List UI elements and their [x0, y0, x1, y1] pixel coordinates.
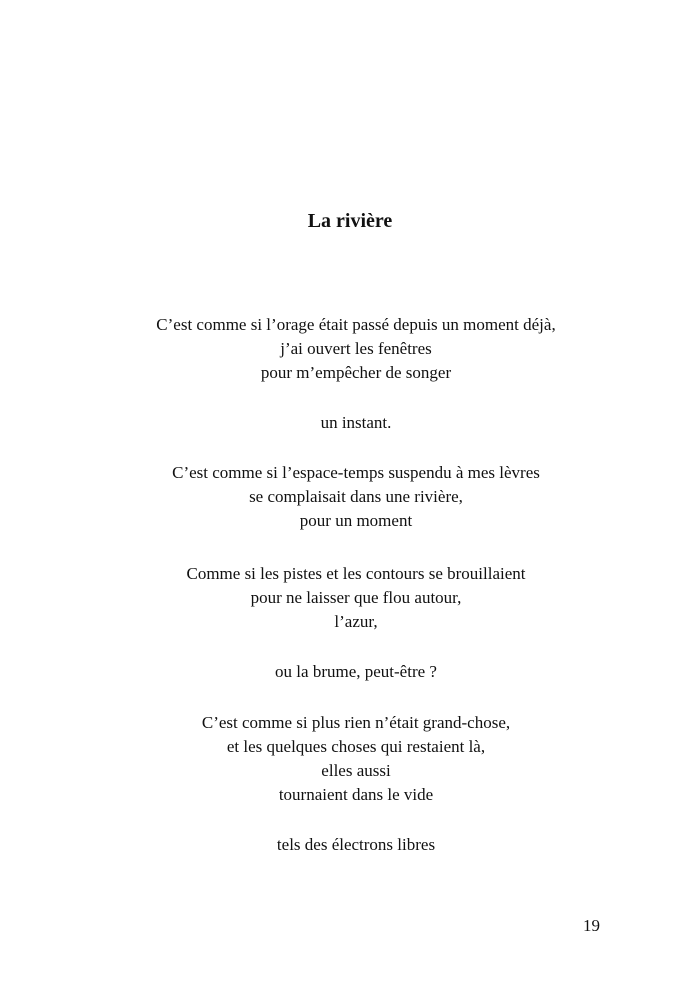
page-number: 19	[583, 916, 600, 935]
poem-line: et les quelques choses qui restaient là,	[226, 737, 486, 756]
poem-line: un instant.	[320, 413, 392, 432]
poem-line: elles aussi	[321, 761, 391, 780]
poem-line: C’est comme si plus rien n’était grand-chose,	[201, 713, 511, 732]
poem-line: ou la brume, peut-être ?	[275, 662, 437, 681]
poem-line: pour un moment	[299, 511, 413, 530]
poem-title: La rivière	[307, 210, 393, 232]
poem-line: C’est comme si l’espace-temps suspendu à mes lèvres	[172, 463, 540, 482]
poem-line: se complaisait dans une rivière,	[249, 487, 463, 506]
poem-line: C’est comme si l’orage était passé depuis un moment déjà,	[156, 315, 556, 334]
poem-line: tels des électrons libres	[276, 835, 436, 854]
poem-line: pour m’empêcher de songer	[260, 363, 452, 382]
poem-line: l’azur,	[334, 612, 378, 631]
poem-line: Comme si les pistes et les contours se brouillaient	[186, 564, 526, 583]
poem-line: j’ai ouvert les fenêtres	[280, 339, 432, 358]
poem-line: pour ne laisser que flou autour,	[250, 588, 462, 607]
poem-line: tournaient dans le vide	[278, 785, 434, 804]
